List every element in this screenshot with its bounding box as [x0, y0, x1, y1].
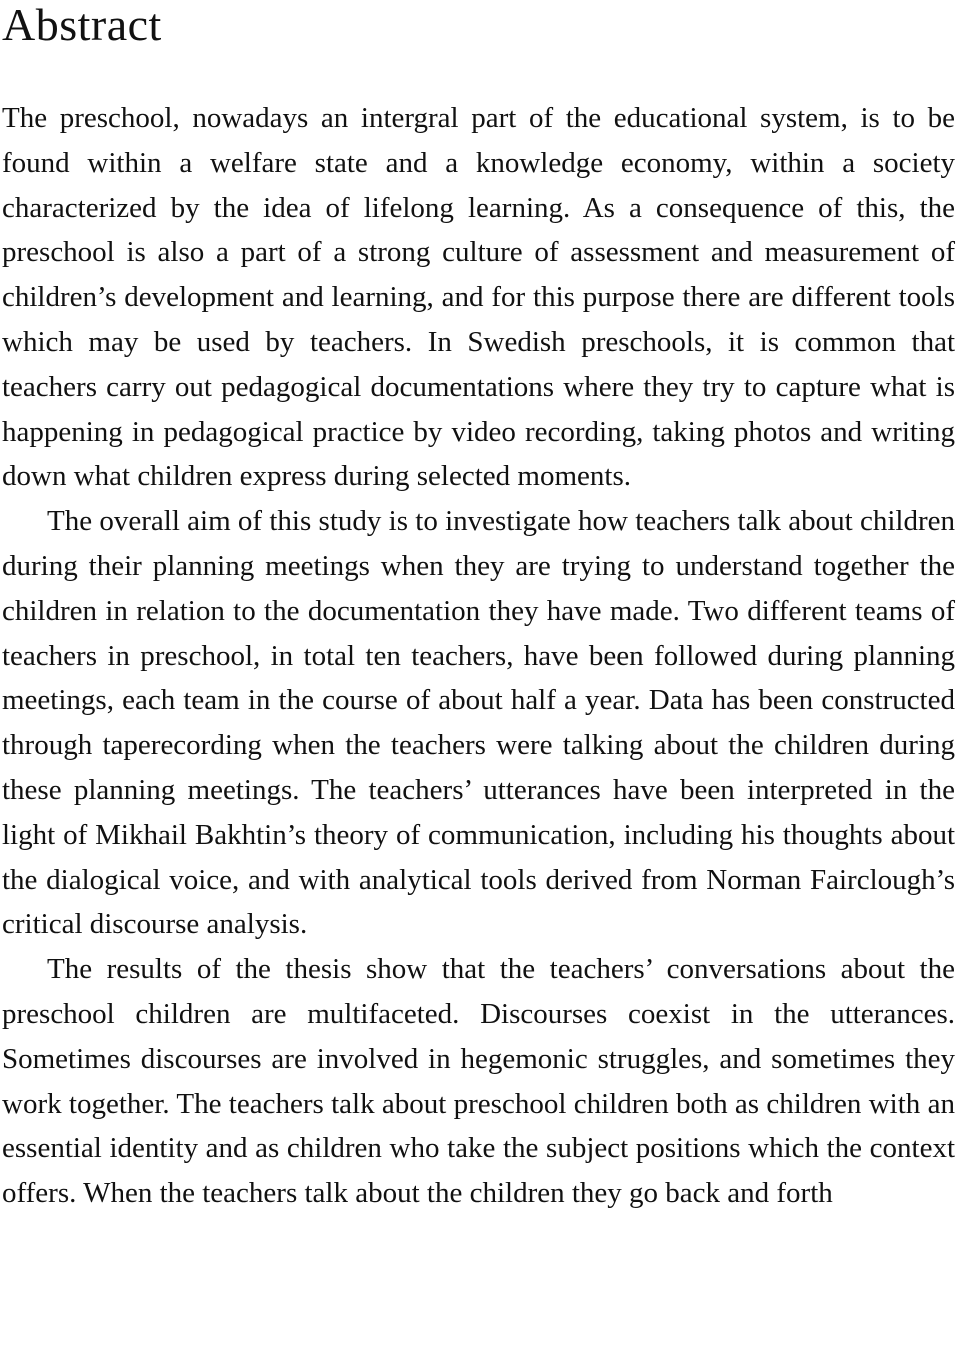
paragraph-1: The preschool, nowadays an intergral part of the educational system, is to be found within a welfare state and a knowledge economy, within a society characterized by the idea of lifelong learning. As a consequence of this, the preschool is also a part of a strong culture of assessment and measurement of children’s development and learning, and for this purpose there are different tools which may be used by teachers. In Swedish preschools, it is common that teachers carry out pedagogical documentations where they try to capture what is happening in pedagogical practice by video recording, taking photos and writing down what children express during selected moments. [2, 102, 955, 493]
abstract-heading: Abstract [2, 0, 162, 50]
paragraph-3: The results of the thesis show that the teachers’ conversations about the preschool children are multifaceted. Discourses coexist in the utterances. Sometimes discourses are involved in hegemonic struggles, and sometimes they work together. The teachers talk about preschool children both as children with an essential identity and as children who take the subject positions which the context offers. When the teachers talk about the children they go back and forth [2, 953, 955, 1210]
paragraph-2: The overall aim of this study is to investigate how teachers talk about children during their planning meetings when they are trying to understand together the children in relation to the documentation they have made. Two different teams of teachers in preschool, in total ten teachers, have been followed during planning meetings, each team in the course of about half a year. Data has been constructed through taperecording when the teachers were talking about the children during these planning meetings. The teachers’ utterances have been interpreted in the light of Mikhail Bakhtin’s theory of communication, including his thoughts about the dialogical voice, and with analytical tools derived from Norman Fairclough’s critical discourse analysis. [2, 505, 955, 941]
abstract-body [2, 96, 955, 1216]
document-page [2, 0, 955, 1210]
